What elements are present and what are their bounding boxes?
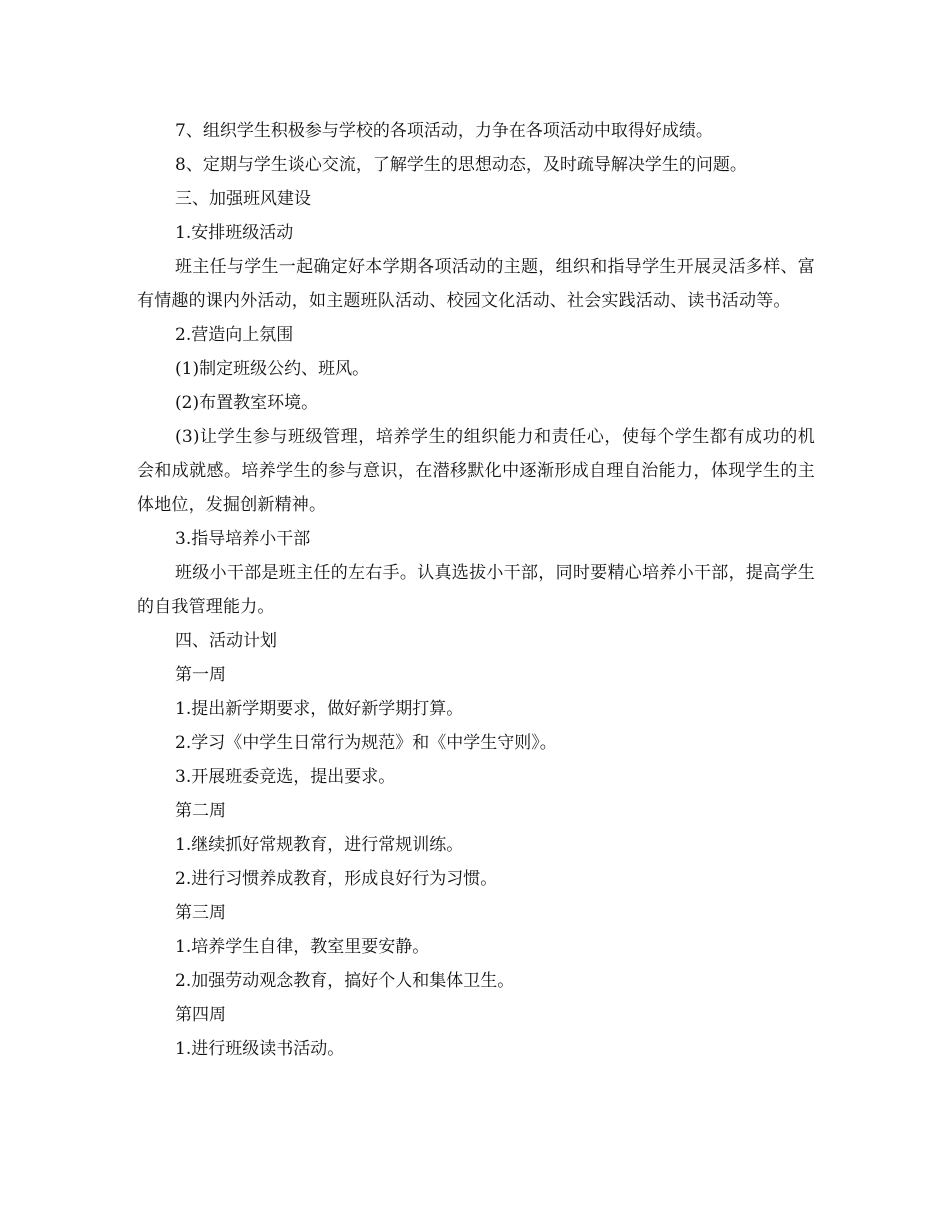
subheading-atmosphere: 2.营造向上氛围 (175, 325, 294, 345)
subheading-cadres: 3.指导培养小干部 (175, 529, 311, 549)
week-heading-2: 第二周 (175, 801, 226, 821)
paragraph-class-management: (3)让学生参与班级管理，培养学生的组织能力和责任心，使每个学生都有成功的机会和成就感。培养学生的参与意识，在潜移默化中逐渐形成自理自治能力，体现学生的主体地位，发掘创新精神。 (137, 427, 815, 515)
week2-item-2: 2.进行习惯养成教育，形成良好行为习惯。 (175, 869, 498, 889)
list-item-2: (2)布置教室环境。 (175, 393, 319, 413)
paragraph-class-activities: 班主任与学生一起确定好本学期各项活动的主题，组织和指导学生开展灵活多样、富有情趣的课内外活动，如主题班队活动、校园文化活动、社会实践活动、读书活动等。 (137, 257, 815, 311)
week1-item-3: 3.开展班委竞选，提出要求。 (175, 767, 396, 787)
paragraph-cadres: 班级小干部是班主任的左右手。认真选拔小干部，同时要精心培养小干部，提高学生的自我管理能力。 (137, 563, 815, 617)
list-item-1: (1)制定班级公约、班风。 (175, 359, 370, 379)
list-item-8: 8、定期与学生谈心交流，了解学生的思想动态，及时疏导解决学生的问题。 (175, 155, 747, 175)
week-heading-1: 第一周 (175, 665, 226, 685)
week4-item-1: 1.进行班级读书活动。 (175, 1039, 345, 1059)
section-heading-4: 四、活动计划 (175, 631, 277, 651)
week1-item-1: 1.提出新学期要求，做好新学期打算。 (175, 699, 464, 719)
subheading-class-activities: 1.安排班级活动 (175, 223, 294, 243)
week-heading-3: 第三周 (175, 903, 226, 923)
document-body (137, 114, 815, 1066)
week3-item-1: 1.培养学生自律，教室里要安静。 (175, 937, 430, 957)
week3-item-2: 2.加强劳动观念教育，搞好个人和集体卫生。 (175, 971, 515, 991)
week1-item-2: 2.学习《中学生日常行为规范》和《中学生守则》。 (175, 733, 557, 753)
section-heading-3: 三、加强班风建设 (175, 189, 311, 209)
list-item-7: 7、组织学生积极参与学校的各项活动，力争在各项活动中取得好成绩。 (175, 121, 713, 141)
week-heading-4: 第四周 (175, 1005, 226, 1025)
week2-item-1: 1.继续抓好常规教育，进行常规训练。 (175, 835, 464, 855)
